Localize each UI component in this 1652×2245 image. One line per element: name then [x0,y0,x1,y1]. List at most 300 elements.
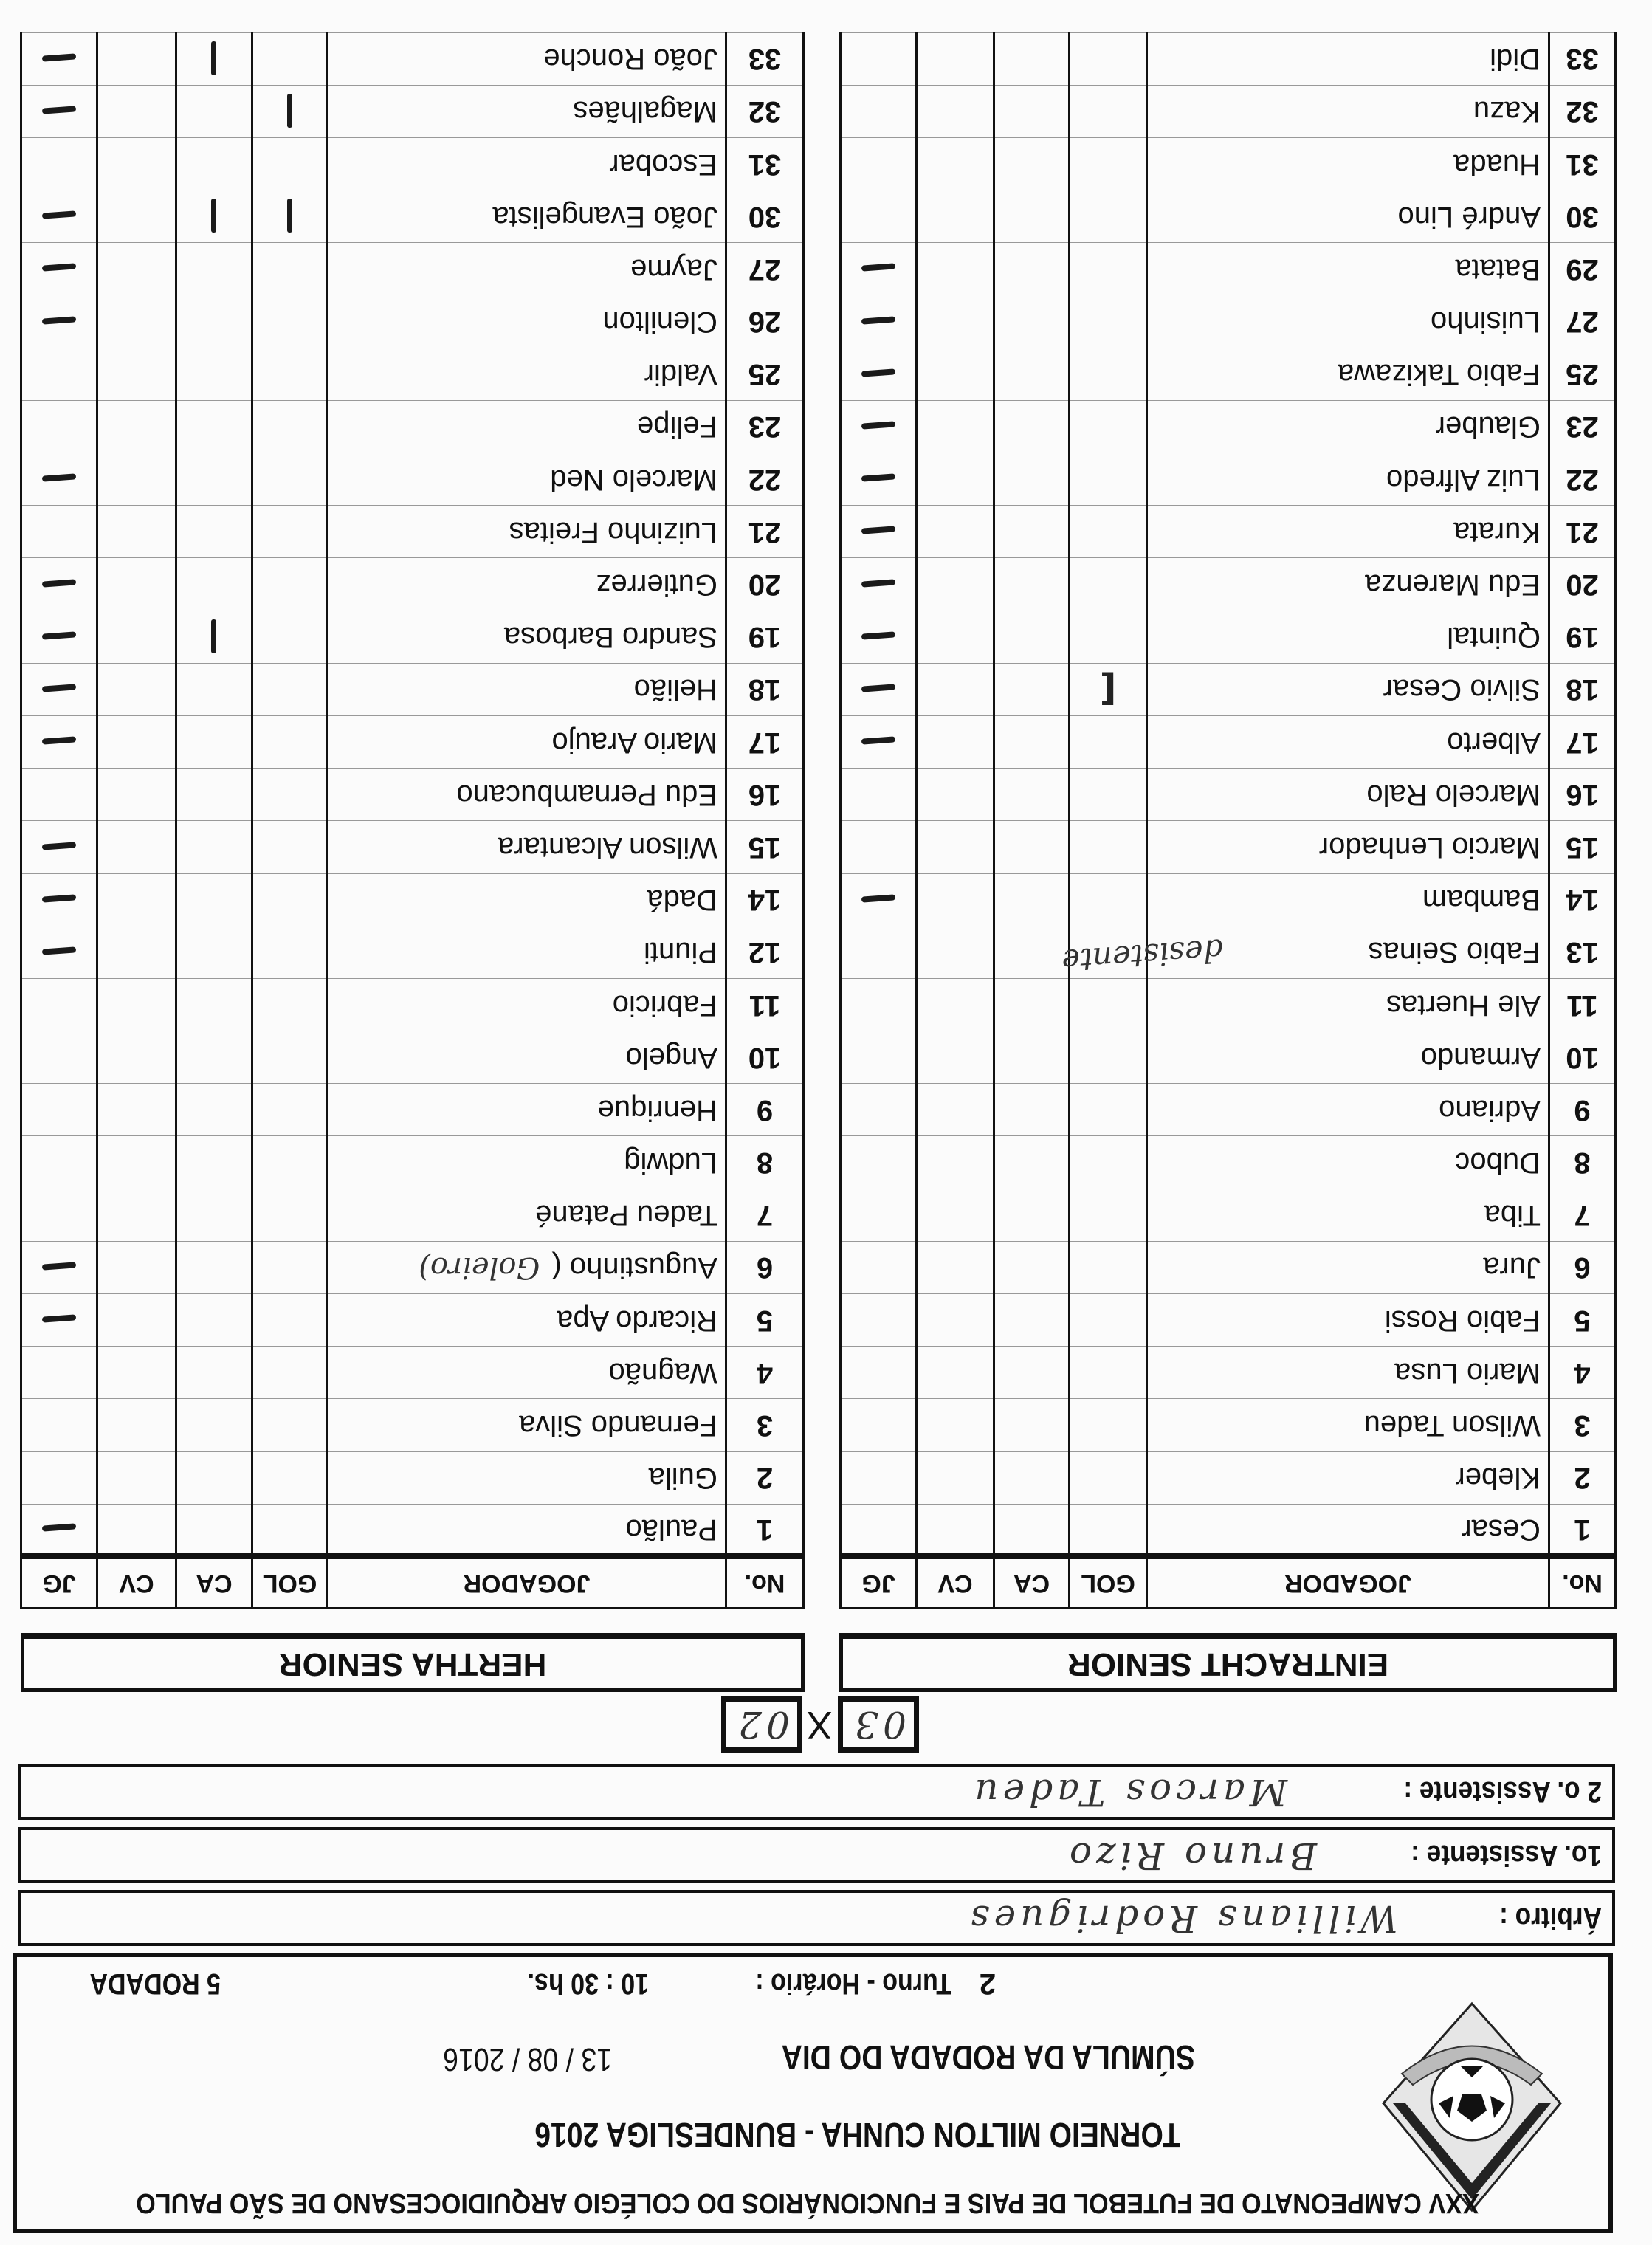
cv-cell[interactable] [917,978,994,1031]
ca-cell[interactable] [994,190,1070,243]
jg-cell[interactable] [21,400,97,453]
gol-cell[interactable] [1070,821,1147,873]
jg-cell[interactable] [21,348,97,400]
away-team-name: HERTHA SENIOR [21,1633,805,1692]
gol-cell[interactable] [252,348,328,400]
ca-cell[interactable] [176,1031,252,1084]
player-row [841,295,1616,348]
gol-cell[interactable] [252,85,328,137]
jg-cell[interactable] [841,1031,917,1084]
jg-cell[interactable] [841,1451,917,1504]
jg-cell[interactable] [21,1504,97,1556]
cv-cell[interactable] [917,1031,994,1084]
ca-cell[interactable] [994,1031,1070,1084]
ca-cell[interactable] [994,243,1070,295]
gol-cell[interactable] [252,400,328,453]
gol-cell[interactable] [1070,769,1147,821]
ca-cell[interactable] [994,926,1070,978]
ca-cell[interactable] [176,453,252,506]
gol-cell[interactable] [252,1241,328,1293]
jg-cell[interactable] [841,1189,917,1241]
player-number: 7 [1549,1189,1616,1241]
jg-cell[interactable] [21,1241,97,1293]
ca-cell[interactable] [994,506,1070,558]
ca-cell[interactable] [994,1294,1070,1347]
player-annotation: Goleiro) [419,1250,540,1285]
ca-cell[interactable] [994,348,1070,400]
ca-cell[interactable] [176,400,252,453]
jg-cell[interactable] [21,769,97,821]
cv-cell[interactable] [917,348,994,400]
ca-cell[interactable] [176,1504,252,1556]
ca-cell[interactable] [176,873,252,926]
jg-cell[interactable] [21,611,97,663]
cv-cell[interactable] [917,243,994,295]
assistant1-field[interactable]: Bruno Rizo [1064,1835,1317,1877]
cv-cell[interactable] [917,663,994,715]
ca-cell[interactable] [994,1399,1070,1451]
jg-cell[interactable] [841,243,917,295]
gol-cell[interactable] [252,1504,328,1556]
player-name-cell [328,137,726,190]
jg-cell[interactable] [21,926,97,978]
player-name-cell [328,190,726,243]
cv-cell[interactable] [917,1084,994,1136]
gol-cell[interactable] [1070,1241,1147,1293]
player-name: Fernando Silva [518,1409,717,1443]
cv-cell[interactable] [97,1189,176,1241]
ca-cell[interactable] [994,821,1070,873]
jg-cell[interactable] [21,85,97,137]
jg-cell[interactable] [841,873,917,926]
ca-cell[interactable] [994,1504,1070,1556]
cv-cell[interactable] [97,1347,176,1399]
gol-cell[interactable] [1070,1084,1147,1136]
cv-cell[interactable] [917,926,994,978]
player-name: André Lino [1397,200,1541,233]
player-name-cell [1147,663,1549,715]
ca-cell[interactable] [994,663,1070,715]
cv-cell[interactable] [917,873,994,926]
player-row [841,611,1616,663]
gol-cell[interactable] [1070,1294,1147,1347]
col-gol: GOL [252,1557,328,1609]
player-row [21,32,804,85]
jg-cell[interactable] [841,663,917,715]
player-name: Sandro Barbosa [503,621,717,654]
jg-cell[interactable] [841,821,917,873]
gol-cell[interactable] [1070,558,1147,611]
cv-cell[interactable] [97,348,176,400]
gol-cell[interactable] [252,1136,328,1189]
player-number: 26 [726,295,804,348]
player-name: Edu Pernambucano [456,778,717,811]
jg-cell[interactable] [21,453,97,506]
cv-cell[interactable] [97,453,176,506]
gol-cell[interactable] [1070,978,1147,1031]
player-name: Tiba [1484,1199,1541,1232]
player-name-cell [1147,558,1549,611]
home-score-field[interactable]: 03 [838,1696,919,1753]
ca-cell[interactable] [994,611,1070,663]
ca-cell[interactable] [176,558,252,611]
player-row [21,85,804,137]
gol-cell[interactable] [252,978,328,1031]
gol-cell[interactable] [252,32,328,85]
jg-cell[interactable] [841,1399,917,1451]
player-row [21,821,804,873]
cv-cell[interactable] [97,190,176,243]
jg-cell[interactable] [21,1031,97,1084]
gol-cell[interactable] [252,243,328,295]
referee-field[interactable]: Willians Rodrigues [966,1897,1398,1940]
ca-cell[interactable] [176,243,252,295]
cv-cell[interactable] [917,295,994,348]
ca-cell[interactable] [994,453,1070,506]
cv-cell[interactable] [917,611,994,663]
gol-cell[interactable] [252,190,328,243]
ca-cell[interactable] [176,190,252,243]
player-name-cell [1147,769,1549,821]
cv-cell[interactable] [917,1189,994,1241]
ca-cell[interactable] [994,1241,1070,1293]
jg-cell[interactable] [841,400,917,453]
jg-cell[interactable] [21,506,97,558]
cv-cell[interactable] [917,1399,994,1451]
ca-cell[interactable] [176,611,252,663]
ca-cell[interactable] [994,1136,1070,1189]
jg-cell[interactable] [21,1136,97,1189]
jg-cell[interactable] [21,558,97,611]
player-name-cell [1147,716,1549,769]
player-name: Helião [633,673,717,706]
ca-cell[interactable] [994,295,1070,348]
gol-cell[interactable] [252,1189,328,1241]
cv-cell[interactable] [917,506,994,558]
jg-cell[interactable] [21,1451,97,1504]
cv-cell[interactable] [97,32,176,85]
cv-cell[interactable] [97,295,176,348]
ca-cell[interactable] [994,873,1070,926]
cv-cell[interactable] [917,1504,994,1556]
cv-cell[interactable] [97,1136,176,1189]
ca-cell[interactable] [176,978,252,1031]
player-name: Glauber [1435,410,1541,444]
ca-cell[interactable] [994,137,1070,190]
ca-cell[interactable] [994,978,1070,1031]
jg-cell[interactable] [841,32,917,85]
jg-cell[interactable] [841,190,917,243]
away-score-field[interactable]: 02 [721,1696,802,1753]
games-played-mark [861,264,895,272]
games-played-mark [861,631,895,639]
cv-cell[interactable] [917,558,994,611]
cv-cell[interactable] [917,1136,994,1189]
ca-cell[interactable] [994,85,1070,137]
player-name: Fabio Rossi [1384,1304,1541,1337]
round-label: 5 RODADA [89,1967,221,2000]
gol-cell[interactable] [252,611,328,663]
ca-cell[interactable] [176,1399,252,1451]
cv-cell[interactable] [97,1031,176,1084]
cv-cell[interactable] [97,1084,176,1136]
cv-cell[interactable] [97,716,176,769]
gol-cell[interactable] [1070,1347,1147,1399]
gol-cell[interactable] [252,506,328,558]
jg-cell[interactable] [21,716,97,769]
player-name-cell [1147,1136,1549,1189]
ca-cell[interactable] [994,769,1070,821]
gol-cell[interactable] [1070,348,1147,400]
gol-cell[interactable] [252,1451,328,1504]
cv-cell[interactable] [97,926,176,978]
gol-cell[interactable] [252,716,328,769]
player-number: 12 [726,926,804,978]
jg-cell[interactable] [21,663,97,715]
gol-cell[interactable] [252,1294,328,1347]
jg-cell[interactable] [21,1294,97,1347]
player-name-cell [328,1031,726,1084]
gol-cell[interactable] [252,821,328,873]
jg-cell[interactable] [841,1136,917,1189]
cv-cell[interactable] [97,558,176,611]
jg-cell[interactable] [841,1294,917,1347]
ca-cell[interactable] [176,821,252,873]
gol-cell[interactable] [1070,1189,1147,1241]
cv-cell[interactable] [97,611,176,663]
table-header-row [841,1557,1616,1609]
jg-cell[interactable] [841,611,917,663]
ca-cell[interactable] [994,1084,1070,1136]
jg-cell[interactable] [21,137,97,190]
jg-cell[interactable] [841,348,917,400]
gol-cell[interactable] [1070,1031,1147,1084]
jg-cell[interactable] [841,1504,917,1556]
cv-cell[interactable] [917,453,994,506]
player-name-cell [328,769,726,821]
ca-cell[interactable] [176,85,252,137]
cv-cell[interactable] [97,137,176,190]
player-number: 8 [1549,1136,1616,1189]
gol-cell[interactable] [1070,1504,1147,1556]
cv-cell[interactable] [917,1294,994,1347]
ca-cell[interactable] [176,295,252,348]
away-roster-table [20,32,805,1609]
gol-cell[interactable] [1070,663,1147,715]
gol-cell[interactable] [1070,1136,1147,1189]
gol-cell[interactable] [1070,32,1147,85]
ca-cell[interactable] [176,1084,252,1136]
cv-cell[interactable] [97,1241,176,1293]
gol-cell[interactable] [1070,873,1147,926]
gol-cell[interactable] [252,769,328,821]
jg-cell[interactable] [841,926,917,978]
player-row [21,558,804,611]
col-ca: CA [994,1557,1070,1609]
gol-cell[interactable] [1070,453,1147,506]
jg-cell[interactable] [841,85,917,137]
player-name: Duboc [1455,1146,1541,1180]
jg-cell[interactable] [21,1189,97,1241]
ca-cell[interactable] [176,1294,252,1347]
ca-cell[interactable] [994,32,1070,85]
col-jg: JG [841,1557,917,1609]
cv-cell[interactable] [917,1451,994,1504]
player-number: 20 [726,558,804,611]
jg-cell[interactable] [841,978,917,1031]
jg-cell[interactable] [21,243,97,295]
jg-cell[interactable] [841,453,917,506]
player-name: Clenilton [602,306,717,339]
jg-cell[interactable] [841,716,917,769]
gol-cell[interactable] [252,295,328,348]
jg-cell[interactable] [841,137,917,190]
gol-cell[interactable] [1070,243,1147,295]
ca-cell[interactable] [176,1347,252,1399]
cv-cell[interactable] [97,978,176,1031]
jg-cell[interactable] [21,978,97,1031]
cv-cell[interactable] [917,85,994,137]
ca-cell[interactable] [176,769,252,821]
ca-cell[interactable] [176,663,252,715]
ca-cell[interactable] [994,1347,1070,1399]
gol-cell[interactable] [1070,400,1147,453]
jg-cell[interactable] [21,1399,97,1451]
ca-cell[interactable] [994,716,1070,769]
cv-cell[interactable] [917,1347,994,1399]
cv-cell[interactable] [917,821,994,873]
player-name: Marcio Lenhador [1318,831,1541,864]
jg-cell[interactable] [841,1241,917,1293]
jg-cell[interactable] [21,32,97,85]
gol-cell[interactable] [252,453,328,506]
ca-cell[interactable] [176,506,252,558]
ca-cell[interactable] [176,137,252,190]
jg-cell[interactable] [21,873,97,926]
gol-cell[interactable] [1070,85,1147,137]
jg-cell[interactable] [21,190,97,243]
cv-cell[interactable] [97,1399,176,1451]
player-name: Cesar [1462,1513,1541,1546]
gol-cell[interactable] [252,1347,328,1399]
player-name: Edu Marenza [1365,568,1541,602]
player-row [21,1241,804,1293]
gol-cell[interactable] [252,926,328,978]
jg-cell[interactable] [841,1347,917,1399]
games-played-mark [42,1524,76,1532]
cv-cell[interactable] [917,769,994,821]
ca-cell[interactable] [994,558,1070,611]
cv-cell[interactable] [97,873,176,926]
cv-cell[interactable] [97,769,176,821]
gol-cell[interactable] [252,1084,328,1136]
gol-cell[interactable] [252,137,328,190]
ca-cell[interactable] [994,1189,1070,1241]
games-played-mark [42,474,76,482]
ca-cell[interactable] [176,1136,252,1189]
player-name-cell [328,85,726,137]
ca-cell[interactable] [176,32,252,85]
cv-cell[interactable] [917,32,994,85]
gol-cell[interactable] [1070,1399,1147,1451]
player-name-cell [328,32,726,85]
gol-cell[interactable] [1070,716,1147,769]
player-number: 27 [1549,295,1616,348]
ca-cell[interactable] [176,1189,252,1241]
ca-cell[interactable] [176,1451,252,1504]
cv-cell[interactable] [97,400,176,453]
player-name-cell [328,821,726,873]
jg-cell[interactable] [21,1084,97,1136]
cv-cell[interactable] [97,1504,176,1556]
cv-cell[interactable] [97,663,176,715]
jg-cell[interactable] [841,1084,917,1136]
jg-cell[interactable] [841,295,917,348]
jg-cell[interactable] [21,295,97,348]
ca-cell[interactable] [176,926,252,978]
gol-cell[interactable] [1070,611,1147,663]
cv-cell[interactable] [917,400,994,453]
cv-cell[interactable] [97,85,176,137]
player-row [21,1084,804,1136]
player-name: Fabio Seinas [1368,936,1541,969]
gol-cell[interactable] [1070,506,1147,558]
gol-cell[interactable] [1070,1451,1147,1504]
jg-cell[interactable] [21,821,97,873]
player-name-cell [1147,348,1549,400]
gol-cell[interactable] [252,663,328,715]
gol-cell[interactable] [252,1031,328,1084]
jg-cell[interactable] [21,1347,97,1399]
cv-cell[interactable] [97,506,176,558]
jg-cell[interactable] [841,558,917,611]
gol-cell[interactable] [252,873,328,926]
ca-cell[interactable] [994,400,1070,453]
cv-cell[interactable] [97,243,176,295]
cv-cell[interactable] [97,821,176,873]
player-number: 7 [726,1189,804,1241]
ca-cell[interactable] [176,348,252,400]
cv-cell[interactable] [97,1294,176,1347]
player-name-cell [328,453,726,506]
ca-cell[interactable] [176,716,252,769]
cv-cell[interactable] [917,716,994,769]
player-name: Wagnão [608,1356,717,1389]
gol-cell[interactable] [1070,190,1147,243]
ca-cell[interactable] [176,1241,252,1293]
jg-cell[interactable] [841,506,917,558]
player-name: João Evangelista [492,200,717,233]
jg-cell[interactable] [841,769,917,821]
cv-cell[interactable] [917,137,994,190]
turno-horario-label: Turno - Horário : [755,1967,951,2000]
player-name-cell [1147,873,1549,926]
ca-cell[interactable] [994,1451,1070,1504]
gol-cell[interactable] [1070,137,1147,190]
player-name-cell [328,1504,726,1556]
player-row [21,716,804,769]
player-number: 2 [726,1451,804,1504]
gol-cell[interactable] [1070,926,1147,978]
player-number: 32 [1549,85,1616,137]
cv-cell[interactable] [917,1241,994,1293]
gol-cell[interactable] [252,558,328,611]
assistant2-field[interactable]: Marcos Tadeu [970,1771,1287,1814]
gol-cell[interactable] [1070,295,1147,348]
cv-cell[interactable] [917,190,994,243]
gol-cell[interactable] [252,1399,328,1451]
cv-cell[interactable] [97,1451,176,1504]
